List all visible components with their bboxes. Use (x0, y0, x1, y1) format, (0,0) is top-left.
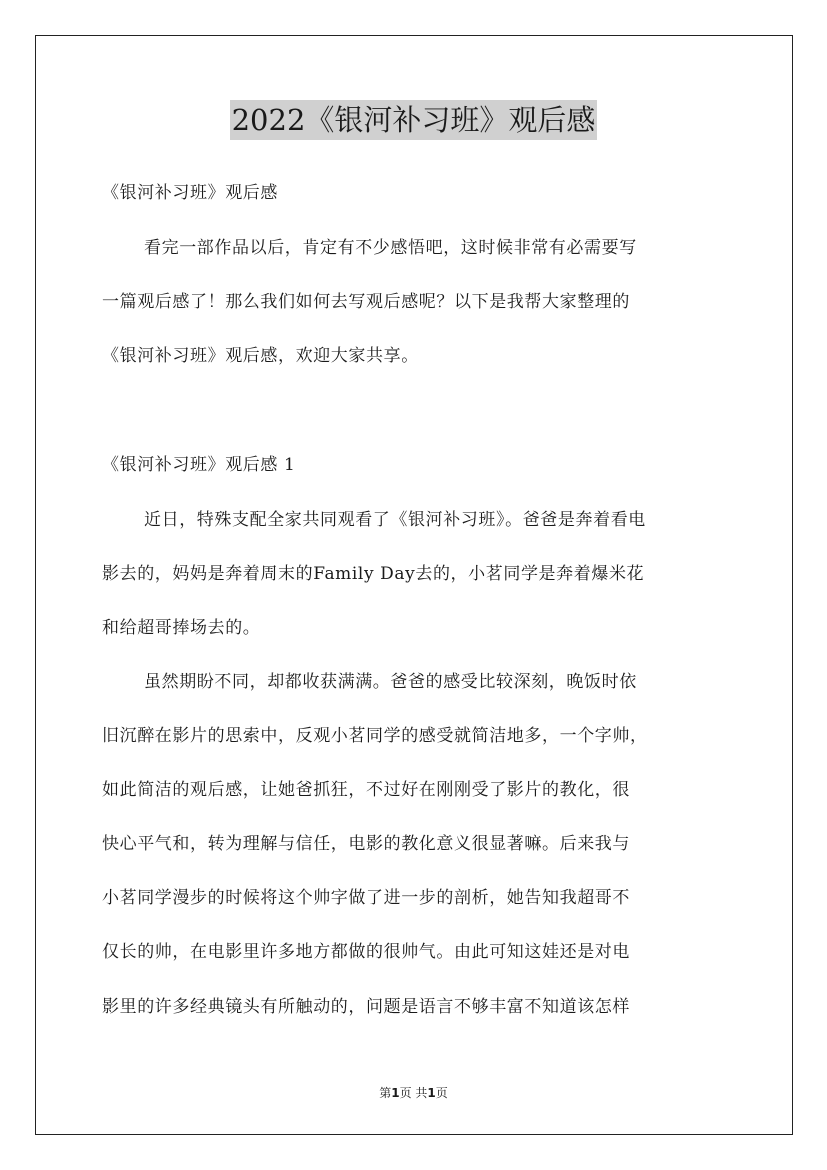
paragraph-line: 近日，特殊支配全家共同观看了《银河补习班》。爸爸是奔着看电 (144, 510, 646, 530)
page-prefix: 第 (379, 1086, 392, 1100)
paragraph-line: 和给超哥捧场去的。 (102, 618, 261, 638)
paragraph-line: 仅长的帅，在电影里许多地方都做的很帅气。由此可知这娃还是对电 (102, 942, 630, 962)
section-heading: 《银河补习班》观后感 1 (102, 455, 296, 475)
page-footer (0, 1084, 827, 1101)
paragraph-line: 小茗同学漫步的时候将这个帅字做了进一步的剖析，她告知我超哥不 (102, 888, 630, 908)
document-title: 2022《银河补习班》观后感 (230, 100, 598, 140)
intro-line: 一篇观后感了！那么我们如何去写观后感呢？以下是我帮大家整理的 (102, 292, 630, 312)
subtitle: 《银河补习班》观后感 (102, 183, 278, 203)
intro-line: 《银河补习班》观后感，欢迎大家共享。 (102, 346, 419, 366)
paragraph-line: 旧沉醉在影片的思索中，反观小茗同学的感受就简洁地多，一个字帅， (102, 726, 648, 746)
paragraph-line: 如此简洁的观后感，让她爸抓狂，不过好在刚刚受了影片的教化，很 (102, 780, 630, 800)
intro-line: 看完一部作品以后，肯定有不少感悟吧，这时候非常有必需要写 (144, 238, 637, 258)
paragraph-line: 快心平气和，转为理解与信任，电影的教化意义很显著嘛。后来我与 (102, 834, 630, 854)
title-wrapper (0, 100, 827, 140)
page-suffix: 页 (435, 1086, 448, 1100)
page-total: 1 (427, 1086, 436, 1100)
paragraph-line: 影里的许多经典镜头有所触动的，问题是语言不够丰富不知道该怎样 (102, 997, 630, 1017)
paragraph-line: 虽然期盼不同，却都收获满满。爸爸的感受比较深刻，晚饭时依 (144, 672, 637, 692)
paragraph-line: 影去的，妈妈是奔着周末的Family Day去的，小茗同学是奔着爆米花 (102, 564, 645, 584)
page-current: 1 (391, 1086, 400, 1100)
page-mid: 页 共 (399, 1086, 428, 1100)
